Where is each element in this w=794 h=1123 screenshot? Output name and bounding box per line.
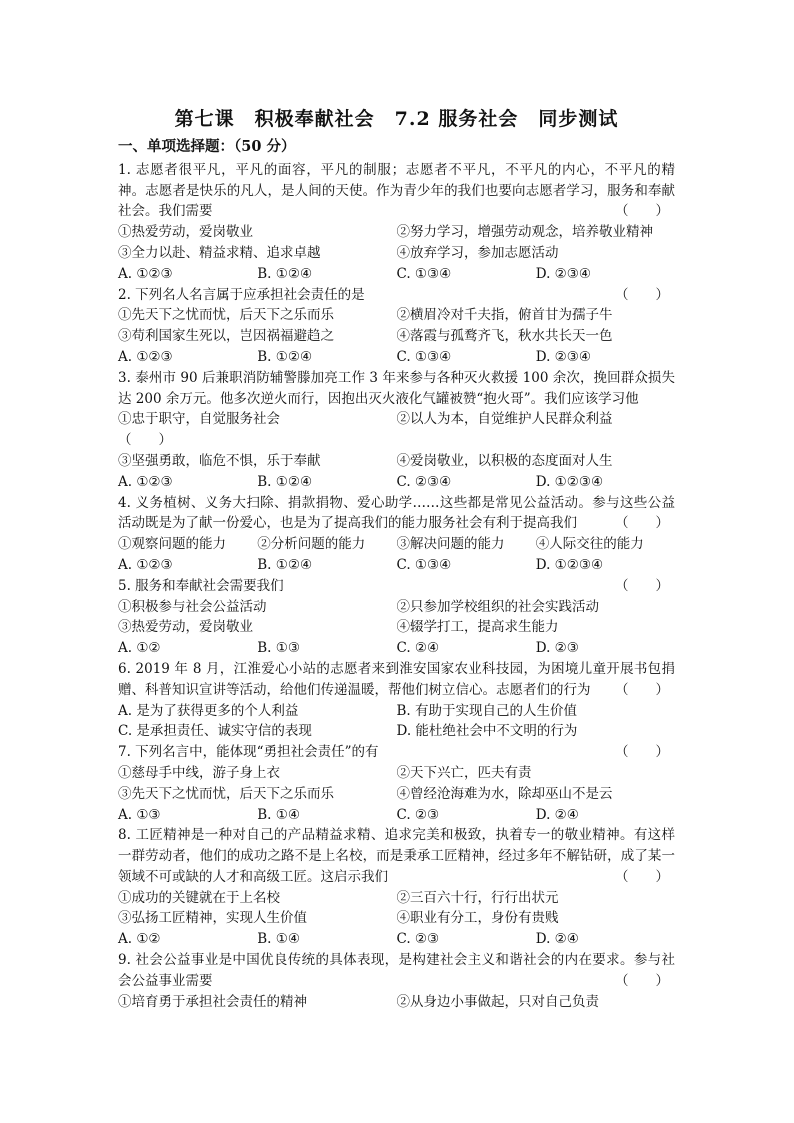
choice: A. ①②③ — [118, 348, 173, 365]
page-title: 第七课 积极奉献社会 7.2 服务社会 同步测试 — [174, 108, 619, 130]
choice: B. ①③ — [257, 640, 300, 657]
choice: C. ②③ — [396, 931, 440, 948]
choice: A. ①②③ — [118, 556, 173, 573]
option: ②三百六十行，行行出状元 — [396, 889, 559, 906]
option: ③解决问题的能力 — [396, 536, 505, 553]
question-stem: 5. 服务和奉献社会需要我们 — [118, 577, 284, 594]
question-stem: 7. 下列名言中，能体现“勇担社会责任”的有 — [118, 744, 379, 761]
choice: A. 是为了获得更多的个人利益 — [118, 702, 299, 719]
choice: D. ②③④ — [535, 265, 591, 282]
option: ④放弃学习，参加志愿活动 — [396, 244, 559, 261]
answer-blank: （ ） — [615, 744, 669, 761]
question-stem: 1. 志愿者很平凡，平凡的面容，平凡的制服；志愿者不平凡，不平凡的内心，不平凡的精神。志愿者是快乐的凡人，是人间的天使。作为青少年的我们也要向志愿者学习，服务和奉献社会。我们需要 — [118, 161, 675, 220]
question-2 — [118, 285, 675, 368]
option: ③坚强勇敢，临危不惧，乐于奉献 — [118, 452, 321, 469]
question-stem: 4. 义务植树、义务大扫除、捐款捐物、爱心助学……这些都是常见公益活动。参与这些公益活动既是为了献一份爱心，也是为了提高我们的能力服务社会有利于提高我们 — [118, 494, 675, 532]
answer-blank: （ ） — [615, 681, 669, 698]
choice: A. ①②③ — [118, 265, 173, 282]
option: ③弘扬工匠精神，实现人生价值 — [118, 910, 307, 927]
choice: A. ①② — [118, 931, 161, 948]
option: ③热爱劳动，爱岗敬业 — [118, 619, 253, 636]
question-1 — [118, 160, 675, 285]
section-heading: 一、单项选择题：（50 分） — [118, 138, 296, 155]
question-stem: 6. 2019 年 8 月，江淮爱心小站的志愿者来到淮安国家农业科技园，为困境儿童开展书包捐赠、科普知识宣讲等活动，给他们传递温暖，帮他们树立信心。志愿者们的行为 — [118, 660, 675, 698]
question-9 — [118, 950, 675, 1012]
answer-blank: （ ） — [615, 515, 669, 532]
question-stem: 8. 工匠精神是一种对自己的产品精益求精、追求完美和极致，执着专一的敬业精神。有这样一群劳动者，他们的成功之路不是上名校，而是秉承工匠精神，经过多年不解钻研，成了某一领域不可或缺的人才和高级工匠。这启示我们 — [118, 827, 675, 885]
option: ①观察问题的能力 — [118, 536, 226, 553]
question-stem: 3. 泰州市 90 后兼职消防辅警滕加亮工作 3 年来参与各种灭火救援 100 余次，挽回群众损失达 200 余万元。他多次逆火而行，因抱出灭火液化气罐被赞“抱火哥”。我们应该学习他 — [118, 369, 675, 407]
option: ③苟利国家生死以，岂因祸福避趋之 — [118, 328, 334, 345]
choice: C. ②③④ — [396, 473, 452, 490]
choice: B. ①②④ — [257, 473, 313, 490]
option: ②努力学习，增强劳动观念，培养敬业精神 — [396, 224, 653, 241]
choice: C. ①③④ — [396, 556, 452, 573]
question-4 — [118, 493, 675, 576]
choice: D. ②④ — [535, 931, 579, 948]
choice: C. ②③ — [396, 806, 440, 823]
option: ③先天下之忧而忧，后天下之乐而乐 — [118, 785, 334, 802]
option: ①热爱劳动，爱岗敬业 — [118, 224, 253, 241]
choice: C. ①③④ — [396, 348, 452, 365]
option: ②分析问题的能力 — [257, 536, 366, 553]
choice: B. ①②④ — [257, 556, 313, 573]
choice: B. ①②④ — [257, 265, 313, 282]
choice: C. 是承担责任、诚实守信的表现 — [118, 723, 312, 740]
option: ③全力以赴、精益求精、追求卓越 — [118, 244, 321, 261]
option: ④落霞与孤鹜齐飞，秋水共长天一色 — [396, 328, 613, 345]
choice: C. ②④ — [396, 640, 440, 657]
option: ④职业有分工，身份有贵贱 — [396, 910, 559, 927]
choice: A. ①②③ — [118, 473, 173, 490]
choice: D. ②③ — [535, 640, 579, 657]
option: ②只参加学校组织的社会实践活动 — [396, 598, 599, 615]
option: ①培育勇于承担社会责任的精神 — [118, 993, 307, 1010]
question-6 — [118, 659, 675, 742]
answer-blank: （ ） — [615, 577, 669, 594]
choice: B. 有助于实现自己的人生价值 — [396, 702, 578, 719]
option: ①慈母手中线，游子身上衣 — [118, 764, 280, 781]
option: ④辍学打工，提高求生能力 — [396, 619, 559, 636]
option: ②横眉冷对千夫指，俯首甘为孺子牛 — [396, 307, 613, 324]
choice: D. ①②③④ — [535, 473, 604, 490]
option: ①积极参与社会公益活动 — [118, 598, 267, 615]
option: ①先天下之忧而忧，后天下之乐而乐 — [118, 307, 334, 324]
question-stem: 2. 下列名人名言属于应承担社会责任的是 — [118, 286, 365, 303]
question-5 — [118, 576, 675, 659]
answer-blank: （ ） — [615, 972, 669, 989]
option: ②以人为本，自觉维护人民群众利益 — [396, 411, 613, 428]
option: ①成功的关键就在于上名校 — [118, 889, 280, 906]
choice: D. ②④ — [535, 806, 579, 823]
choice: C. ①③④ — [396, 265, 452, 282]
option: ②天下兴亡，匹夫有责 — [396, 764, 532, 781]
question-3 — [118, 368, 675, 493]
choice: D. ①②③④ — [535, 556, 604, 573]
choice: A. ①③ — [118, 806, 161, 823]
option: ④人际交往的能力 — [535, 536, 644, 553]
choice: A. ①② — [118, 640, 161, 657]
answer-blank: （ ） — [615, 868, 669, 885]
option: ②从身边小事做起，只对自己负责 — [396, 993, 599, 1010]
choice: D. 能杜绝社会中不文明的行为 — [396, 723, 578, 740]
choice: B. ①②④ — [257, 348, 313, 365]
choice: B. ①④ — [257, 931, 300, 948]
document-page — [118, 104, 675, 1012]
answer-blank: （ ） — [118, 432, 172, 449]
choice: D. ②③④ — [535, 348, 591, 365]
option: ④爱岗敬业，以积极的态度面对人生 — [396, 452, 613, 469]
choice: B. ①④ — [257, 806, 300, 823]
option: ①忠于职守，自觉服务社会 — [118, 411, 280, 428]
answer-blank: （ ） — [615, 203, 669, 220]
question-8 — [118, 825, 675, 950]
option: ④曾经沧海难为水，除却巫山不是云 — [396, 785, 613, 802]
question-stem: 9. 社会公益事业是中国优良传统的具体表现，是构建社会主义和谐社会的内在要求。参与社会公益事业需要 — [118, 952, 675, 989]
answer-blank: （ ） — [615, 286, 669, 303]
question-7 — [118, 742, 675, 825]
